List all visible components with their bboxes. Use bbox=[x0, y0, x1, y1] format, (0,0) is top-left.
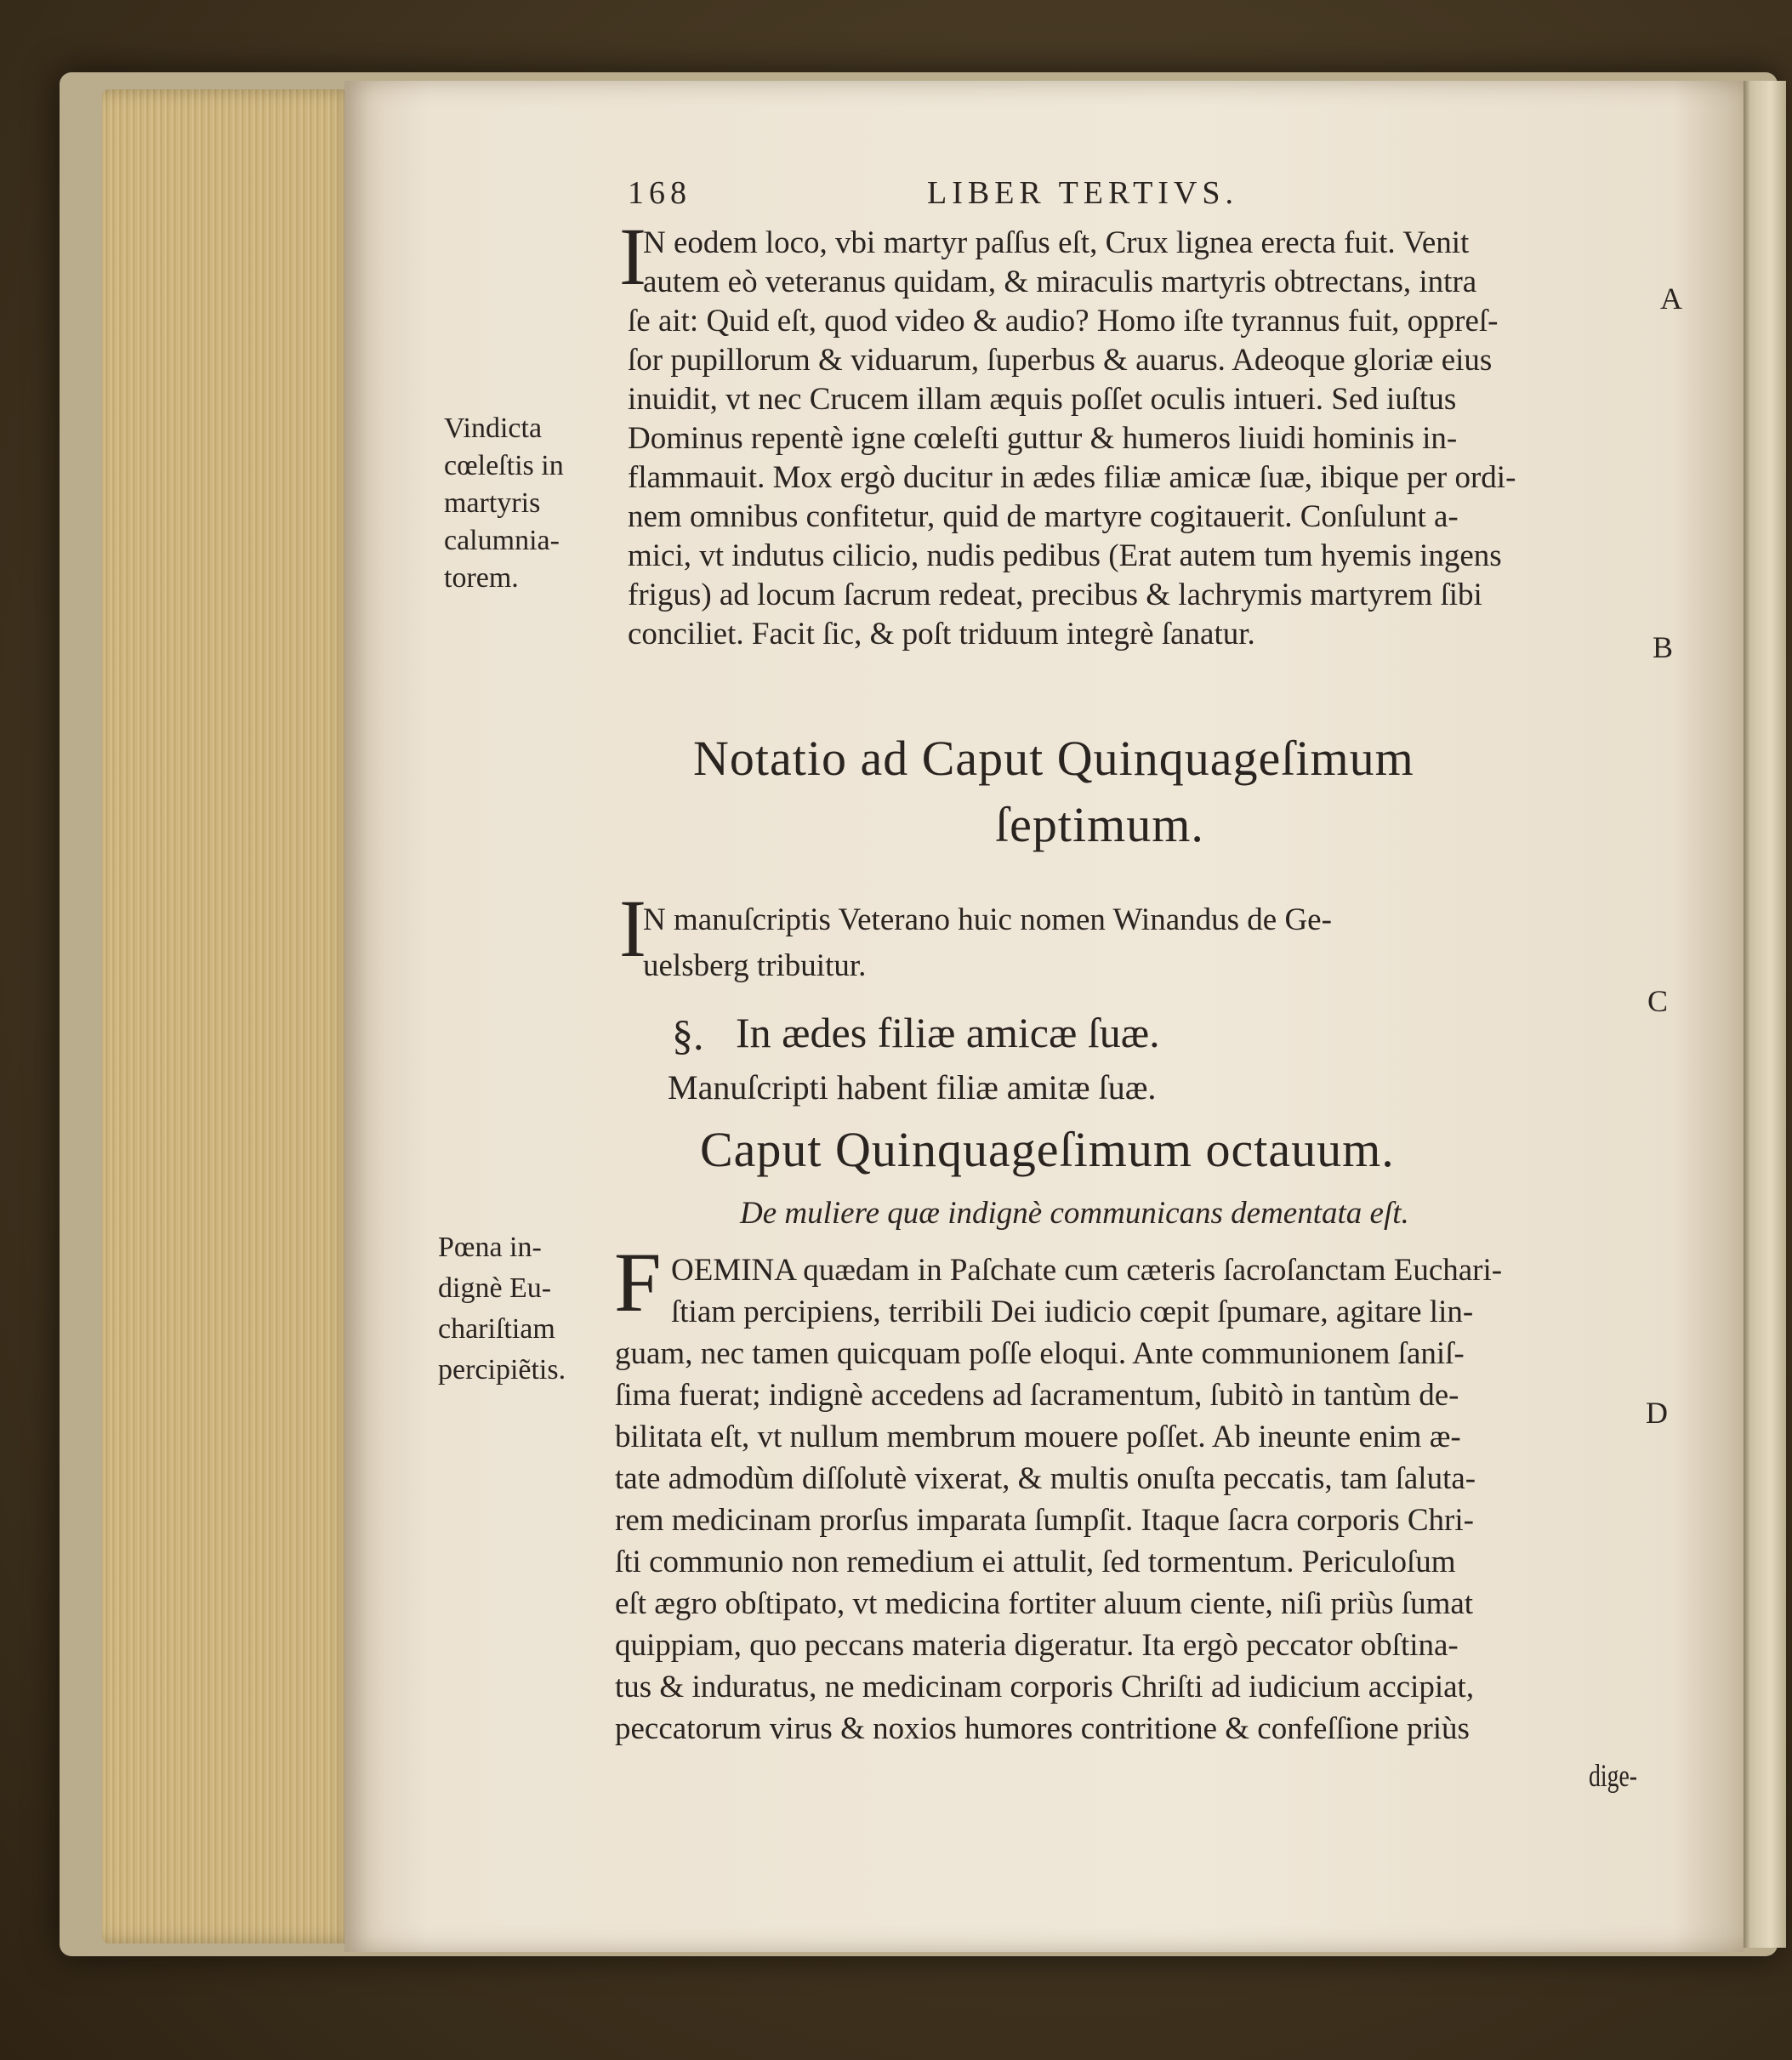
text-line: uelsberg tribuitur. bbox=[643, 948, 867, 983]
text-line: OEMINA quædam in Paſchate cum cæteris ſacroſanctam Euchari- bbox=[671, 1253, 1503, 1288]
text-line: guam, nec tamen quicquam poſſe eloqui. Ante communionem ſaniſ- bbox=[615, 1336, 1465, 1371]
margin-letter-a: A bbox=[1660, 282, 1682, 316]
margin-note-line: martyris bbox=[444, 487, 541, 519]
margin-note-line: Pœna in- bbox=[438, 1232, 542, 1263]
margin-letter-d: D bbox=[1646, 1396, 1668, 1430]
text-line: autem eò veteranus quidam, & miraculis martyris obtrectans, intra bbox=[643, 265, 1477, 299]
drop-cap: I bbox=[619, 883, 646, 974]
text-line: tate admodùm diſſolutè vixerat, & multis onuſta peccatis, tam ſaluta- bbox=[615, 1461, 1476, 1496]
margin-note-line: cœleſtis in bbox=[444, 450, 564, 481]
text-line: peccatorum virus & noxios humores contritione & confeſſione priùs bbox=[615, 1711, 1470, 1746]
text-line: rem medicinam prorſus imparata ſumpſit. Itaque ſacra corporis Chri- bbox=[615, 1503, 1474, 1538]
text-line: ſti communio non remedium ei attulit, ſed tormentum. Periculoſum bbox=[615, 1545, 1456, 1579]
margin-letter-b: B bbox=[1653, 630, 1674, 664]
text-line: N manuſcriptis Veterano huic nomen Winandus de Ge- bbox=[643, 902, 1332, 937]
margin-note-line: dignè Eu- bbox=[438, 1272, 552, 1304]
text-line: ſor pupillorum & viduarum, ſuperbus & auarus. Adeoque gloriæ eius bbox=[628, 343, 1493, 378]
text-line: ſima fuerat; indignè accedens ad ſacramentum, ſubitò in tantùm de- bbox=[615, 1378, 1459, 1413]
text-line: flammauit. Mox ergò ducitur in ædes filiæ amicæ ſuæ, ibique per ordi- bbox=[628, 460, 1516, 495]
text-line: nem omnibus confitetur, quid de martyre cogitauerit. Conſulunt a- bbox=[628, 499, 1459, 534]
margin-letter-c: C bbox=[1647, 984, 1669, 1018]
drop-cap: F bbox=[614, 1235, 662, 1329]
text-line: frigus) ad locum ſacrum redeat, precibus & lachrymis martyrem ſibi bbox=[628, 578, 1482, 612]
text-line: mici, vt indutus cilicio, nudis pedibus (Erat autem tum hyemis ingens bbox=[628, 538, 1502, 573]
text-line: ſe ait: Quid eſt, quod video & audio? Homo iſte tyrannus fuit, oppreſ- bbox=[628, 304, 1499, 339]
page-number: 168 bbox=[628, 175, 691, 211]
chapter-subtitle: De muliere quæ indignè communicans dementata eſt. bbox=[740, 1196, 1409, 1231]
page-block-edge bbox=[102, 89, 357, 1943]
section-note: Manuſcripti habent filiæ amitæ ſuæ. bbox=[668, 1068, 1157, 1107]
margin-note-line: percipiẽtis. bbox=[438, 1354, 566, 1386]
text-line: quippiam, quo peccans materia digeratur. Ita ergò peccator obſtina- bbox=[615, 1628, 1459, 1663]
running-title: LIBER TERTIVS. bbox=[927, 175, 1239, 211]
text-line: bilitata eſt, vt nullum membrum mouere poſſet. Ab ineunte enim æ- bbox=[615, 1420, 1461, 1454]
margin-note-line: torem. bbox=[444, 562, 519, 594]
text-line: N eodem loco, vbi martyr paſſus eſt, Crux lignea erecta fuit. Venit bbox=[643, 225, 1470, 260]
notatio-title-line-1: Notatio ad Caput Quinquageſimum bbox=[693, 731, 1414, 786]
margin-note-line: calumnia- bbox=[444, 525, 560, 556]
text-line: inuidit, vt nec Crucem illam æquis poſſet oculis intueri. Sed iuſtus bbox=[628, 382, 1457, 417]
margin-note-line: chariſtiam bbox=[438, 1313, 555, 1345]
text-line: conciliet. Facit ſic, & poſt triduum integrè ſanatur. bbox=[628, 617, 1255, 652]
chapter-title: Caput Quinquageſimum octauum. bbox=[700, 1122, 1395, 1177]
notatio-title-line-2: ſeptimum. bbox=[995, 797, 1204, 852]
section-heading: In ædes filiæ amicæ ſuæ. bbox=[736, 1009, 1160, 1056]
text-line: tus & induratus, ne medicinam corporis Chriſti ad iudicium accipiat, bbox=[615, 1670, 1475, 1704]
text-line: eſt ægro obſtipato, vt medicina fortiter aluum ciente, niſi priùs ſumat bbox=[615, 1586, 1474, 1621]
text-line: Dominus repentè igne cœleſti guttur & humeros liuidi hominis in- bbox=[628, 421, 1458, 456]
drop-cap: I bbox=[619, 211, 646, 302]
section-mark: §. bbox=[672, 1011, 704, 1059]
catchword: dige- bbox=[1589, 1759, 1638, 1794]
text-line: ſtiam percipiens, terribili Dei iudicio cœpit ſpumare, agitare lin- bbox=[671, 1295, 1474, 1329]
margin-note-line: Vindicta bbox=[444, 413, 543, 444]
